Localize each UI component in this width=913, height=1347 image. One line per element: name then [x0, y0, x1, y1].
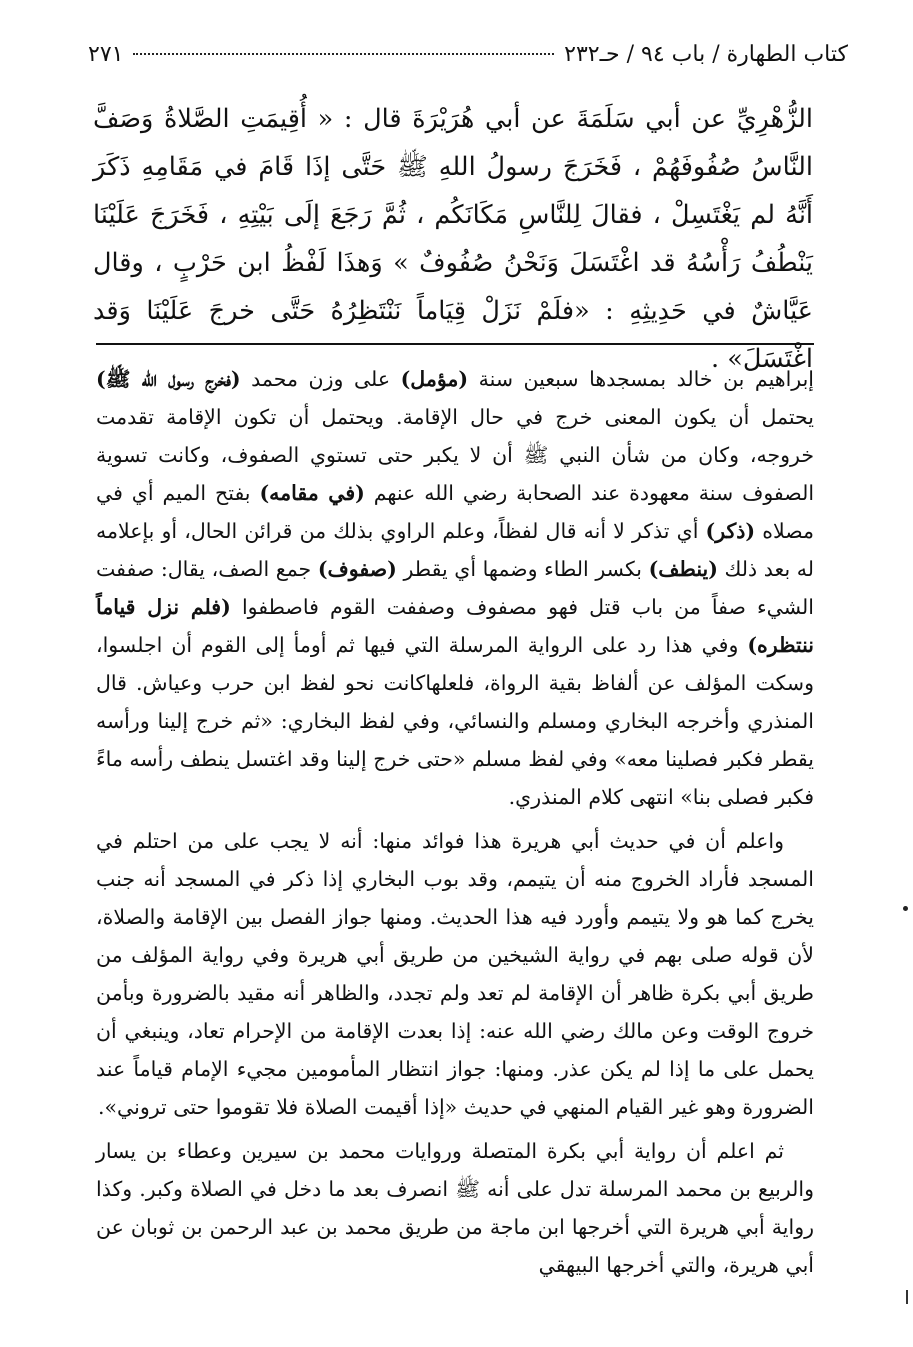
commentary	[96, 360, 814, 1290]
commentary-keyword: (فلم نزل قياماً ننتظره)	[96, 595, 814, 657]
section-divider	[96, 343, 814, 345]
commentary-text: يحتمل أن يكون المعنى خرج في حال الإقامة. ويحتمل أن تكون الإقامة تقدمت خروجه، وكان من شأن النبي ﷺ أن لا يكبر حتى تستوي الصفوف، وكانت تسوية الصفوف سنة معهودة عند الصحابة رضي الله عنهم	[96, 405, 815, 505]
commentary-text: أي تذكر لا أنه قال لفظاً، وعلم الراوي بذلك من قرائن الحال، أو بإعلامه له بعد ذلك	[96, 519, 814, 581]
commentary-keyword: (ذكر)	[705, 519, 756, 543]
commentary-paragraph-2: واعلم أن في حديث أبي هريرة هذا فوائد منها: أنه لا يجب على من احتلم في المسجد فأراد الخروج منه أن يتيمم، وقد بوب البخاري إذا ذكر في المسجد أنه جنب يخرج كما هو ولا يتيمم وأورد فيه هذا الحديث. ومنها جواز الفصل بين الإقامة والصلاة، لأن قوله صلى بهم في رواية الشيخين من طريق أبي هريرة وفي رواية المؤلف من طريق أبي بكرة ظاهر أن الإقامة لم تعد ولم تجدد، والظاهر أنه مقيد بالضرورة وبأمن خروج الوقت وعن مالك رضي الله عنه: إذا بعدت الإقامة من الإحرام تعاد، وينبغي أن يحمل على ما إذا لم يكن عذر. ومنها: جواز انتظار المأمومين مجيء الإمام قياماً عند الضرورة وهو غير القيام المنهي في حديث «إذا أقيمت الصلاة فلا تقوموا حتى تروني».	[96, 829, 814, 1119]
commentary-text: إبراهيم بن خالد بمسجدها سبعين سنة	[468, 367, 814, 391]
commentary-text: جمع الصف، يقال: صففت الشيء صفاً من باب قتل فهو مصفوف وصففت القوم فاصطفوا	[96, 557, 814, 619]
commentary-keyword: (في مقامه)	[259, 481, 365, 505]
commentary-text: وفي هذا رد على الرواية المرسلة التي فيها ثم أومأ إلى القوم أن اجلسوا، وسكت المؤلف عن ألفاظ بقية الرواة، فلعلهاكانت نحو لفظ ابن حرب وعياش. قال المنذري وأخرجه البخاري ومسلم والنسائي، وفي لفظ البخاري: «ثم خرج إلينا ورأسه يقطر فكبر فصلينا معه» وفي لفظ مسلم «حتى خرج إلينا وقد اغتسل ينطف رأسه ماءً فكبر فصلى بنا» انتهى كلام المنذري.	[96, 633, 814, 809]
running-header	[88, 42, 848, 82]
edge-mark	[906, 1290, 908, 1304]
commentary-text: بفتح الميم أي في مصلاه	[96, 481, 815, 543]
commentary-keyword: (فخرج رسول الله ﷺ)	[96, 367, 241, 391]
commentary-keyword: (صفوف)	[317, 557, 397, 581]
header-title: كتاب الطهارة / باب ٩٤ / حـ٢٣٢	[564, 42, 848, 67]
commentary-text: بكسر الطاء وضمها أي يقطر	[396, 557, 649, 581]
margin-dot	[903, 906, 908, 911]
commentary-keyword: (مؤمل)	[400, 367, 469, 391]
commentary-text: على وزن محمد	[240, 367, 401, 391]
commentary-paragraph-1	[96, 360, 814, 816]
commentary-keyword: (ينطف)	[648, 557, 718, 581]
header-dot-leader	[133, 53, 554, 55]
hadith-text: الزُّهْرِيِّ عن أبي سَلَمَةَ عن أبي هُرَيْرَةَ قال : « أُقِيمَتِ الصَّلاةُ وَصَفَّ النَّاسُ صُفُوفَهُمْ ، فَخَرَجَ رسولُ اللهِ ﷺ حَتَّى إذَا قَامَ في مَقَامِهِ ذَكَرَ أَنَّهُ لم يَغْتَسِلْ ، فقالَ لِلنَّاسِ مَكَانَكُم ، ثُمَّ رَجَعَ إلَى بَيْتِهِ ، فَخَرَجَ عَلَيْنَا يَنْطُفُ رَأْسُهُ قد اغْتَسَلَ وَنَحْنُ صُفُوفٌ » وَهذَا لَفْظُ ابن حَرْبٍ ، وقال عَيَّاشٌ في حَدِيثِهِ : «فلَمْ نَزَلْ قِيَاماً نَنْتَظِرُهُ حَتَّى خرجَ عَلَيْنَا وَقد اغْتَسَلَ» .	[93, 104, 813, 374]
page-number: ٢٧١	[88, 42, 124, 67]
commentary-paragraph-3: ثم اعلم أن رواية أبي بكرة المتصلة وروايات محمد بن سيرين وعطاء بن يسار والربيع بن محمد المرسلة تدل على أنه ﷺ انصرف بعد ما دخل في الصلاة وكبر. وكذا رواية أبي هريرة التي أخرجها ابن ماجة من طريق محمد بن عبد الرحمن بن ثوبان عن أبي هريرة، والتي أخرجها البيهقي	[96, 1139, 814, 1277]
